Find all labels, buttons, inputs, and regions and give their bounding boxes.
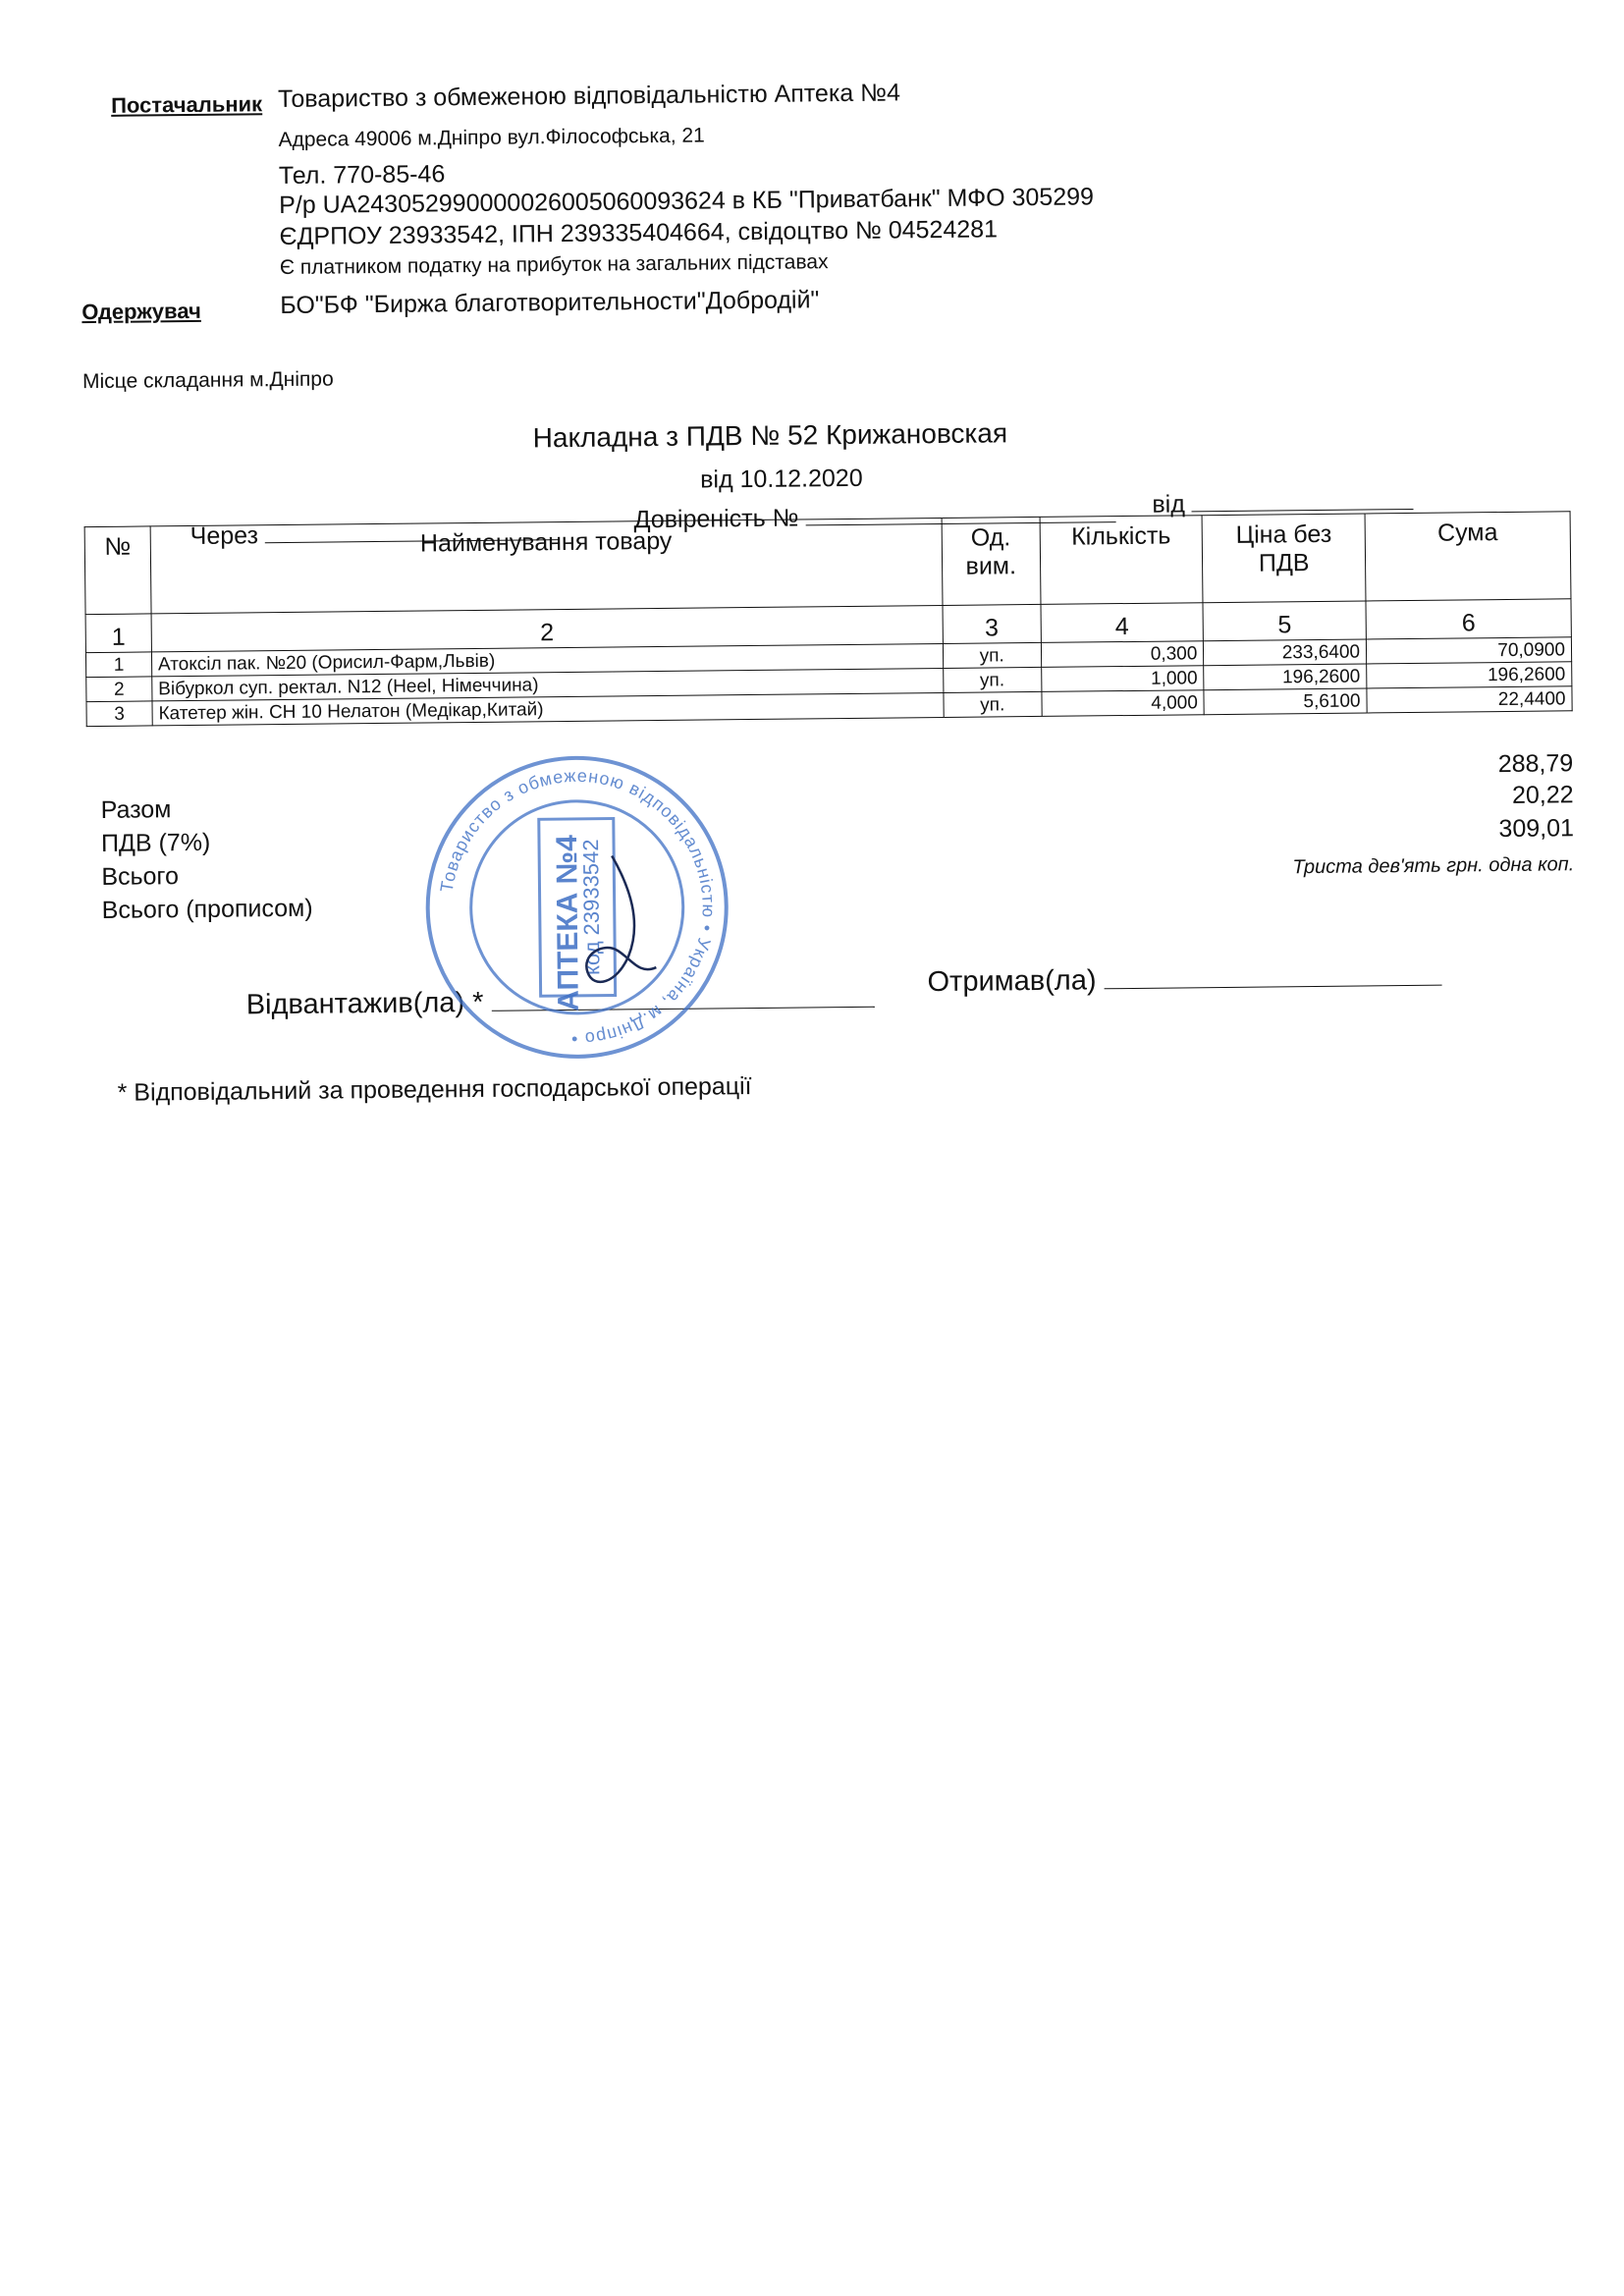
total-in-words: Триста дев'ять грн. одна коп. [1292,853,1575,879]
row-unit: уп. [943,642,1041,668]
subtotal-value: 288,79 [1497,749,1574,779]
row-number: 1 [85,652,151,678]
header-unit: Од. вим. [942,517,1041,605]
column-number: 2 [151,605,943,651]
column-number: 1 [85,614,151,653]
supplier-tax-status: Є платником податку на прибуток на загальних підставах [279,250,829,280]
receiver-name: БО"БФ "Биржа благотворительности"Добродій" [280,286,820,320]
supplier-name: Товариство з обмеженою відповідальністю Аптека №4 [277,79,901,114]
row-unit: уп. [944,691,1042,717]
proxy-date-line [1192,509,1414,512]
subtotal-label: Разом [100,795,172,824]
document-date: від 10.12.2020 [700,464,863,494]
company-stamp [418,748,735,1066]
row-product-name: Вібуркол суп. ректал. N12 (Heel, Німеччина) [152,668,944,700]
column-number: 3 [943,604,1041,643]
row-product-name: Атоксіл пак. №20 (Орисил-Фарм,Львів) [151,643,943,676]
header-quantity: Кількість [1040,516,1204,605]
receiver-label: Одержувач [81,298,201,325]
header-price: Ціна без ПДВ [1202,514,1366,603]
supplier-address: Адреса 49006 м.Дніпро вул.Філософська, 21 [278,124,705,152]
place-of-compilation: Місце складання м.Дніпро [81,367,334,394]
column-number: 5 [1203,601,1366,641]
row-quantity: 0,300 [1041,641,1204,668]
row-unit: уп. [943,667,1041,692]
total-words-label: Всього (прописом) [101,894,313,924]
row-price: 196,2600 [1204,664,1367,690]
row-sum: 70,0900 [1366,637,1571,664]
shipped-by-label: Відвантажив(ла) * [245,986,484,1021]
stamp-center-code: код 23933542 [577,839,605,976]
table-header-row [84,512,1571,615]
stamp-center-title: АПТЕКА №4 [550,835,585,1011]
supplier-label: Постачальник [110,91,263,118]
vat-label: ПДВ (7%) [100,828,211,857]
supplier-ids: ЄДРПОУ 23933542, ІПН 239335404664, свідоцтво № 04524281 [279,215,999,251]
row-sum: 196,2600 [1367,662,1572,688]
column-number: 4 [1041,603,1204,643]
vat-value: 20,22 [1511,781,1574,809]
proxy-label: Довіреність № [633,504,799,534]
supplier-phone: Тел. 770-85-46 [278,160,446,191]
responsible-footnote: * Відповідальний за проведення господарської операції [117,1072,752,1107]
received-by-label: Отримав(ла) [927,964,1097,999]
document-title: Накладна з ПДВ № 52 Крижановская [532,417,1008,454]
header-product-name: Найменування товару [150,518,943,613]
total-value: 309,01 [1498,814,1575,844]
row-number: 2 [86,677,152,702]
supplier-account: Р/р UA243052990000026005060093624 в КБ "Приватбанк" МФО 305299 [279,183,1095,220]
column-number: 6 [1366,599,1571,639]
row-sum: 22,4400 [1367,686,1572,713]
stamp-ring-text: Товариство з обмеженою відповідальністю • Україна, м.Дніпро • [436,765,719,1049]
received-by-line [1105,985,1442,990]
items-table [84,511,1573,727]
row-quantity: 1,000 [1041,666,1204,692]
header-sum: Сума [1365,512,1571,601]
row-price: 233,6400 [1204,639,1367,666]
via-label: Через [189,521,259,551]
header-number: № [84,526,151,615]
total-label: Всього [101,862,180,891]
proxy-date-label: від [1152,490,1186,519]
row-quantity: 4,000 [1042,690,1205,717]
row-number: 3 [86,701,152,727]
row-product-name: Катетер жін. СН 10 Нелатон (Медікар,Китай) [152,692,944,725]
received-by-field [927,961,1441,999]
row-price: 5,6100 [1204,688,1367,715]
